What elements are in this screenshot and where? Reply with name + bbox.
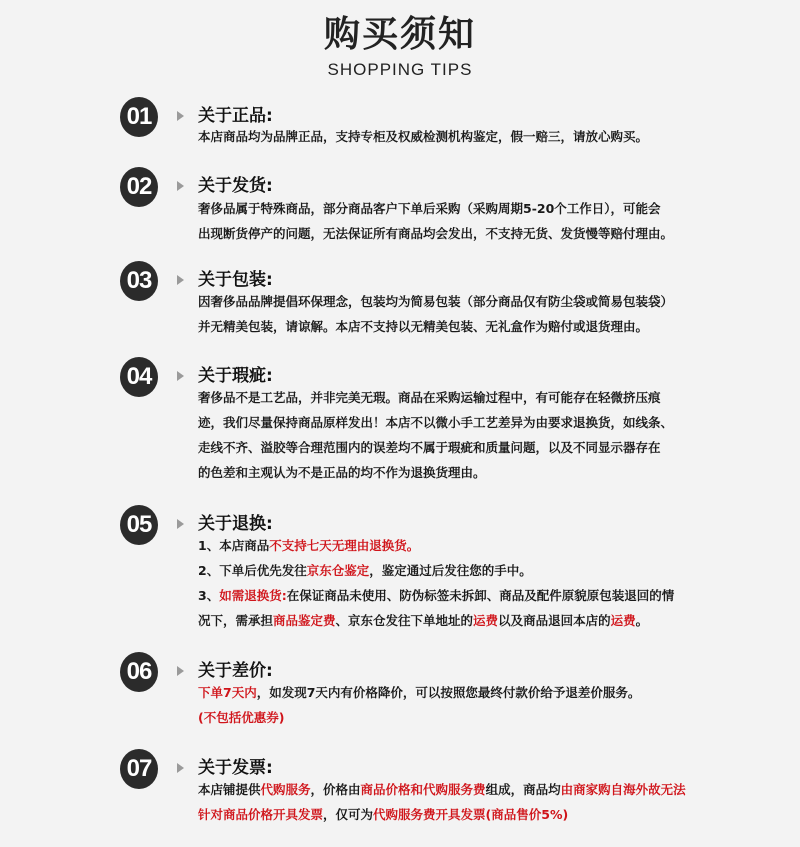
text-span: 本店铺提供 [198, 782, 261, 797]
section-number-badge: 03 [120, 261, 158, 301]
body-line: 本店商品均为品牌正品，支持专柜及权威检测机构鉴定，假一赔三，请放心购买。 [198, 129, 649, 144]
arrow-right-icon [177, 763, 184, 773]
text-span: ，价格由 [310, 782, 361, 797]
arrow-right-icon [177, 111, 184, 121]
body-line: 因奢侈品品牌提倡环保理念，包装均为简易包装（部分商品仅有防尘袋或简易包装袋） [198, 294, 674, 309]
text-span: ，仅可为 [323, 807, 374, 822]
arrow-right-icon [177, 275, 184, 285]
body-line [198, 802, 758, 827]
text-span: 以及商品退回本店的 [498, 613, 611, 628]
page-title: 购买须知 [323, 14, 476, 55]
arrow-right-icon [177, 371, 184, 381]
arrow-right-icon [177, 519, 184, 529]
highlight-text: 针对商品价格开具发票 [198, 807, 324, 822]
highlight-text: 运费 [610, 613, 636, 628]
body-line [198, 608, 758, 633]
section-number-badge: 07 [120, 749, 158, 789]
body-line: 奢侈品属于特殊商品，部分商品客户下单后采购（采购周期5-20个工作日），可能会 [198, 201, 661, 216]
body-line [198, 533, 758, 558]
text-span: ，如发现7天内有价格降价，可以按照您最终付款价给予退差价服务。 [256, 685, 641, 700]
page-subtitle: SHOPPING TIPS [327, 60, 473, 79]
section-heading: 关于包装: [198, 270, 273, 290]
section-body [198, 289, 758, 339]
text-span: 2、下单后优先发往 [198, 563, 307, 578]
highlight-text: 由商家购自海外故无法 [560, 782, 686, 797]
text-span: 组成，商品均 [485, 782, 561, 797]
section-body [198, 196, 758, 246]
section-body [198, 533, 758, 633]
highlight-text: 代购服务 [260, 782, 311, 797]
body-line: 并无精美包装，请谅解。本店不支持以无精美包装、无礼盒作为赔付或退货理由。 [198, 319, 649, 334]
body-line [198, 680, 758, 705]
highlight-text: 运费 [473, 613, 499, 628]
section-body [198, 777, 758, 827]
text-span: 况下，需承担 [198, 613, 274, 628]
text-span: 1、本店商品 [198, 538, 270, 553]
body-line: 奢侈品不是工艺品，并非完美无瑕。商品在采购运输过程中，有可能存在轻微挤压痕 [198, 390, 661, 405]
arrow-right-icon [177, 666, 184, 676]
body-line [198, 777, 758, 802]
body-line: 出现断货停产的问题，无法保证所有商品均会发出，不支持无货、发货慢等赔付理由。 [198, 226, 674, 241]
body-line: (不包括优惠券) [198, 710, 285, 725]
highlight-text: 京东仓鉴定 [306, 563, 370, 578]
body-line [198, 583, 758, 608]
arrow-right-icon [177, 181, 184, 191]
section-number-badge: 04 [120, 357, 158, 397]
body-line: 的色差和主观认为不是正品的均不作为退换货理由。 [198, 465, 486, 480]
section-body [198, 680, 758, 730]
section-number-badge: 01 [120, 97, 158, 137]
body-line [198, 558, 758, 583]
section-heading: 关于发货: [198, 176, 273, 196]
highlight-text: 如需退换货: [219, 588, 287, 603]
highlight-text: 不支持七天无理由退换货。 [269, 538, 420, 553]
highlight-text: 商品价格和代购服务费 [360, 782, 486, 797]
body-line: 迹，我们尽量保持商品原样发出！本店不以微小手工艺差异为由要求退换货，如线条、 [198, 415, 674, 430]
text-span: 、京东仓发往下单地址的 [335, 613, 474, 628]
section-body [198, 124, 758, 149]
highlight-text: 下单7天内 [198, 685, 257, 700]
section-number-badge: 05 [120, 505, 158, 545]
text-span: 在保证商品未使用、防伪标签未拆卸、商品及配件原貌原包装退回的情 [286, 588, 675, 603]
section-number-badge: 02 [120, 167, 158, 207]
section-heading: 关于正品: [198, 106, 273, 126]
highlight-text: 代购服务费开具发票(商品售价5%) [373, 807, 569, 822]
body-line: 走线不齐、溢胶等合理范围内的误差均不属于瑕疵和质量问题，以及不同显示器存在 [198, 440, 661, 455]
section-number-badge: 06 [120, 652, 158, 692]
section-heading: 关于瑕疵: [198, 366, 273, 386]
text-span: ，鉴定通过后发往您的手中。 [369, 563, 532, 578]
text-span: 。 [635, 613, 649, 628]
section-heading: 关于发票: [198, 758, 273, 778]
section-body [198, 385, 758, 485]
page-header [0, 12, 800, 80]
section-heading: 关于差价: [198, 661, 273, 681]
text-span: 3、 [198, 588, 220, 603]
section-heading: 关于退换: [198, 514, 273, 534]
highlight-text: 商品鉴定费 [273, 613, 336, 628]
